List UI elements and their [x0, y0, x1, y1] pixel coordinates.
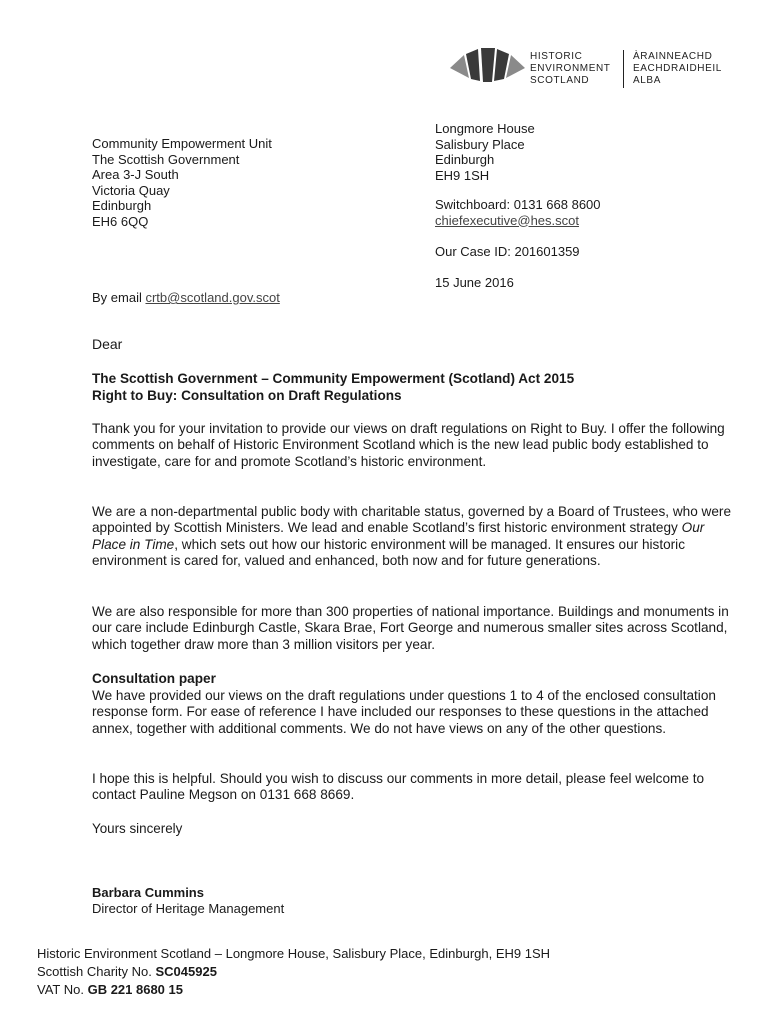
- footer: [37, 945, 550, 999]
- logo-gaelic-name: ÀRAINNEACHD EACHDRAIDHEIL ALBA: [633, 51, 722, 86]
- signatory-name: Barbara Cummins: [92, 885, 204, 900]
- recipient-email-link[interactable]: crtb@scotland.gov.scot: [145, 290, 280, 305]
- recipient-line: The Scottish Government: [92, 151, 240, 167]
- sender-email-link[interactable]: chiefexecutive@hes.scot: [435, 212, 579, 228]
- sender-line: Salisbury Place: [435, 136, 525, 152]
- recipient-line: Edinburgh: [92, 198, 152, 213]
- logo-english-name: HISTORIC ENVIRONMENT SCOTLAND: [530, 51, 611, 86]
- recipient-line: Victoria Quay: [92, 182, 170, 198]
- strategy-title: Our Place in Time: [92, 520, 705, 552]
- by-email-label: By email: [92, 290, 146, 305]
- charity-number: SC045925: [155, 964, 217, 979]
- footer-address: Historic Environment Scotland – Longmore House, Salisbury Place, Edinburgh, EH9 1SH: [37, 946, 551, 961]
- subject: [92, 371, 574, 404]
- logo-divider: [623, 50, 624, 88]
- paragraph-contact: I hope this is helpful. Should you wish to discuss our comments in more detail, please feel welcome to contact Pauline Megson on 0131 668 8669.: [92, 771, 705, 803]
- recipient-line: Community Empowerment Unit: [92, 136, 272, 151]
- salutation: Dear: [92, 336, 123, 352]
- sender-line: EH9 1SH: [435, 167, 490, 183]
- subject-line-2: Right to Buy: Consultation on Draft Regulations: [92, 387, 402, 403]
- hes-logo: [448, 46, 738, 92]
- recipient-line: Area 3-J South: [92, 167, 179, 182]
- recipient-line: EH6 6QQ: [92, 213, 149, 229]
- paragraph-intro: Thank you for your invitation to provide our views on draft regulations on Right to Buy. I offer the following comments on behalf of Historic Environment Scotland which is the new lead public body established to investigate, care for and promote Scotland’s historic environment.: [92, 421, 725, 469]
- footer-charity: Scottish Charity No. SC045925: [37, 964, 217, 979]
- sender-line: Edinburgh: [435, 152, 495, 167]
- subject-line-1: The Scottish Government – Community Empowerment (Scotland) Act 2015: [92, 371, 575, 386]
- paragraph-properties: We are also responsible for more than 300 properties of national importance. Buildings and monuments in our care include Edinburgh Castle, Skara Brae, Fort George and numerous smaller sites across Scotland, which together draw more than 3 million visitors per year.: [92, 604, 729, 652]
- by-email-line: [92, 290, 280, 306]
- switchboard: Switchboard: 0131 668 8600: [435, 197, 601, 212]
- sender-line: Longmore House: [435, 121, 535, 136]
- signatory-title: Director of Heritage Management: [92, 900, 285, 916]
- vat-number: GB 221 8680 15: [87, 982, 183, 997]
- sender-contact: [435, 197, 601, 228]
- closing: Yours sincerely: [92, 821, 183, 836]
- hes-logo-icon: [448, 46, 528, 88]
- paragraph-consultation: We have provided our views on the draft regulations under questions 1 to 4 of the enclosed consultation response form. For ease of reference I have included our responses to these questions in the attached annex, together with additional comments. We do not have views on any of the other questions.: [92, 688, 716, 736]
- case-id: Our Case ID: 201601359: [435, 244, 580, 259]
- consultation-heading: Consultation paper: [92, 671, 216, 686]
- letter-date: 15 June 2016: [435, 275, 514, 290]
- paragraph-about: We are a non-departmental public body with charitable status, governed by a Board of Trustees, who were appointed by Scottish Ministers. We lead and enable Scotland’s first historic environment strategy Our Place in Time, which sets out how our historic environment will be managed. It ensures our historic environment is cared for, valued and enhanced, both now and for future generations.: [92, 504, 732, 568]
- sender-address: [435, 121, 535, 183]
- footer-vat: VAT No. GB 221 8680 15: [37, 982, 183, 997]
- signatory: [92, 885, 284, 916]
- recipient-address: [92, 136, 272, 229]
